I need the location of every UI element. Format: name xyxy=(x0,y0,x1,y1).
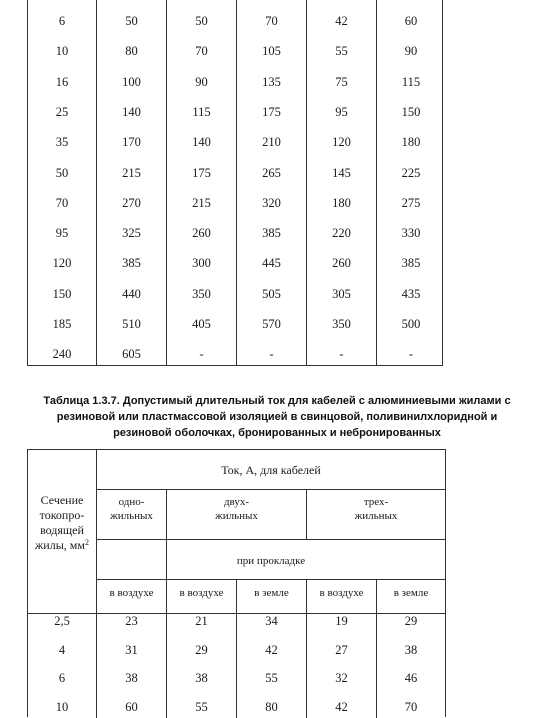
current-value-cell: 105 xyxy=(262,44,281,59)
table-row xyxy=(28,253,442,273)
three-core-line: трех- xyxy=(363,496,389,508)
table-row xyxy=(28,344,442,364)
current-value-cell: 305 xyxy=(332,286,351,301)
section-header-line: Сечение xyxy=(40,493,84,507)
current-value-cell: 55 xyxy=(195,699,208,714)
current-value-cell: 225 xyxy=(401,165,421,180)
cross-section-cell: 16 xyxy=(55,74,69,89)
caption-line-3: резиновой оболочках, бронированных и небронированных xyxy=(113,427,441,439)
aluminum-cable-rubber-insulation-table xyxy=(27,449,446,717)
bottom-table-body xyxy=(28,450,445,717)
current-value-cell: 55 xyxy=(265,671,278,685)
three-core-line: жильных xyxy=(354,510,398,522)
cross-section-cell: 35 xyxy=(55,135,69,150)
current-value-cell: 135 xyxy=(262,74,281,89)
current-value-cell: 220 xyxy=(332,226,351,241)
current-value-cell: 210 xyxy=(262,135,281,150)
current-value-cell: 19 xyxy=(335,614,348,628)
current-value-cell: 38 xyxy=(404,642,418,657)
current-value-cell: 32 xyxy=(335,671,348,685)
current-value-cell: 405 xyxy=(192,317,211,331)
table-row xyxy=(28,102,442,122)
cross-section-cell: 120 xyxy=(52,256,72,271)
current-value-cell: 140 xyxy=(192,135,211,150)
current-value-cell: 38 xyxy=(195,671,208,685)
cross-section-cell: 50 xyxy=(55,165,69,180)
cross-section-cell: 150 xyxy=(52,286,72,301)
current-value-cell: 605 xyxy=(122,347,141,362)
two-core-line: двух- xyxy=(223,496,250,508)
current-value-cell: 350 xyxy=(332,317,351,331)
section-header-unit: жилы, мм xyxy=(35,538,85,552)
col-air-two: в воздухе xyxy=(179,587,224,599)
cross-section-cell: 10 xyxy=(55,699,69,714)
section-header-line: токопро- xyxy=(39,508,85,522)
current-value-cell: 42 xyxy=(335,699,348,714)
col-air-single: в воздухе xyxy=(109,587,154,599)
current-value-cell: 215 xyxy=(122,165,141,180)
table-row xyxy=(28,193,442,213)
current-value-cell: 42 xyxy=(265,642,278,657)
current-value-cell: 265 xyxy=(262,165,281,180)
current-value-cell: 115 xyxy=(401,74,421,89)
cross-section-cell: 4 xyxy=(58,642,66,657)
current-value-cell: 440 xyxy=(122,286,141,301)
current-value-cell: 21 xyxy=(195,614,208,628)
cross-section-cell: 25 xyxy=(55,104,69,119)
current-value-cell: 275 xyxy=(401,195,421,210)
current-value-cell: 42 xyxy=(335,14,348,28)
col-ground-three: в земле xyxy=(393,587,429,599)
current-value-cell: 505 xyxy=(262,286,281,301)
current-value-cell: 120 xyxy=(332,135,351,150)
table-row xyxy=(28,314,442,334)
cross-section-cell: 6 xyxy=(58,14,66,28)
current-value-cell: - xyxy=(408,347,414,362)
current-value-cell: 145 xyxy=(332,165,351,180)
current-value-cell: 75 xyxy=(335,74,348,89)
table-row xyxy=(28,72,442,92)
section-header-exponent: 2 xyxy=(84,538,89,547)
cross-section-cell: 185 xyxy=(52,317,72,331)
caption-line-1: Таблица 1.3.7. Допустимый длительный ток для кабелей с алюминиевыми жилами с xyxy=(43,395,511,407)
current-value-cell: 70 xyxy=(195,44,208,59)
current-value-cell: 330 xyxy=(401,226,421,241)
cross-section-cell: 95 xyxy=(55,226,69,241)
current-value-cell: 510 xyxy=(122,317,141,331)
col-air-three: в воздухе xyxy=(319,587,364,599)
current-value-cell: 260 xyxy=(192,226,211,241)
cross-section-cell: 10 xyxy=(55,44,69,59)
current-value-cell: 180 xyxy=(332,195,351,210)
caption-line-2: резиновой или пластмассовой изоляцией в свинцовой, поливинилхлоридной и xyxy=(56,411,498,423)
table-row xyxy=(28,11,442,31)
current-value-cell: 115 xyxy=(192,104,211,119)
current-value-cell: 80 xyxy=(125,44,138,59)
current-value-cell: 95 xyxy=(335,104,348,119)
current-value-cell: 27 xyxy=(335,642,348,657)
two-core-line: жильных xyxy=(215,510,258,522)
current-value-cell: 300 xyxy=(192,256,211,271)
table-caption xyxy=(22,393,532,441)
current-value-cell: 50 xyxy=(195,14,208,28)
current-value-cell: - xyxy=(199,347,204,362)
current-value-cell: 90 xyxy=(195,74,208,89)
col-ground-two: в земле xyxy=(254,587,289,599)
current-value-cell: 80 xyxy=(265,699,278,714)
table-row xyxy=(28,223,442,243)
single-core-line: жильных xyxy=(110,510,153,522)
current-value-cell: 215 xyxy=(192,195,211,210)
current-header: Ток, А, для кабелей xyxy=(221,463,321,477)
laying-header: при прокладке xyxy=(236,555,306,567)
table-row xyxy=(28,163,442,183)
current-value-cell: 570 xyxy=(262,317,281,331)
current-value-cell: 170 xyxy=(122,135,141,150)
current-value-cell: 180 xyxy=(401,135,421,150)
table-row xyxy=(28,41,442,61)
current-value-cell: 31 xyxy=(125,642,138,657)
current-value-cell: 60 xyxy=(125,699,138,714)
current-value-cell: 325 xyxy=(122,226,141,241)
current-value-cell: 60 xyxy=(404,14,418,28)
current-value-cell: 445 xyxy=(262,256,281,271)
table-row xyxy=(28,668,445,688)
current-value-cell: 34 xyxy=(265,614,278,628)
current-value-cell: 140 xyxy=(122,104,141,119)
current-value-cell: 385 xyxy=(401,256,421,271)
current-value-cell: 29 xyxy=(195,642,208,657)
cross-section-cell: 6 xyxy=(58,671,66,685)
current-value-cell: 90 xyxy=(404,44,418,59)
current-value-cell: 50 xyxy=(125,14,138,28)
current-value-cell: 70 xyxy=(265,14,278,28)
current-value-cell: 150 xyxy=(401,104,421,119)
table-row xyxy=(28,611,445,631)
single-core-line: одно- xyxy=(118,496,145,508)
current-value-cell: 260 xyxy=(332,256,351,271)
current-value-cell: 320 xyxy=(262,195,281,210)
current-value-cell: 175 xyxy=(192,165,211,180)
current-value-cell: 55 xyxy=(335,44,348,59)
current-value-cell: 175 xyxy=(262,104,281,119)
current-value-cell: 23 xyxy=(125,614,138,628)
table-row xyxy=(28,284,442,304)
top-table-body xyxy=(28,0,442,365)
current-value-cell: - xyxy=(339,347,344,362)
current-value-cell: 385 xyxy=(262,226,281,241)
cross-section-cell: 2,5 xyxy=(54,614,70,628)
section-header-line: водящей xyxy=(40,523,84,537)
aluminum-cable-table-continuation xyxy=(27,0,443,366)
current-value-cell: 38 xyxy=(125,671,138,685)
table-row xyxy=(28,697,445,717)
current-value-cell: 46 xyxy=(404,671,418,685)
cross-section-cell: 70 xyxy=(55,195,69,210)
current-value-cell: 350 xyxy=(192,286,211,301)
current-value-cell: - xyxy=(269,347,274,362)
cross-section-cell: 240 xyxy=(52,347,72,362)
table-row xyxy=(28,132,442,152)
current-value-cell: 29 xyxy=(404,614,418,628)
current-value-cell: 100 xyxy=(122,74,141,89)
current-value-cell: 70 xyxy=(404,699,418,714)
current-value-cell: 500 xyxy=(401,317,421,331)
current-value-cell: 435 xyxy=(401,286,421,301)
current-value-cell: 385 xyxy=(122,256,141,271)
table-row xyxy=(28,640,445,660)
current-value-cell: 270 xyxy=(122,195,141,210)
